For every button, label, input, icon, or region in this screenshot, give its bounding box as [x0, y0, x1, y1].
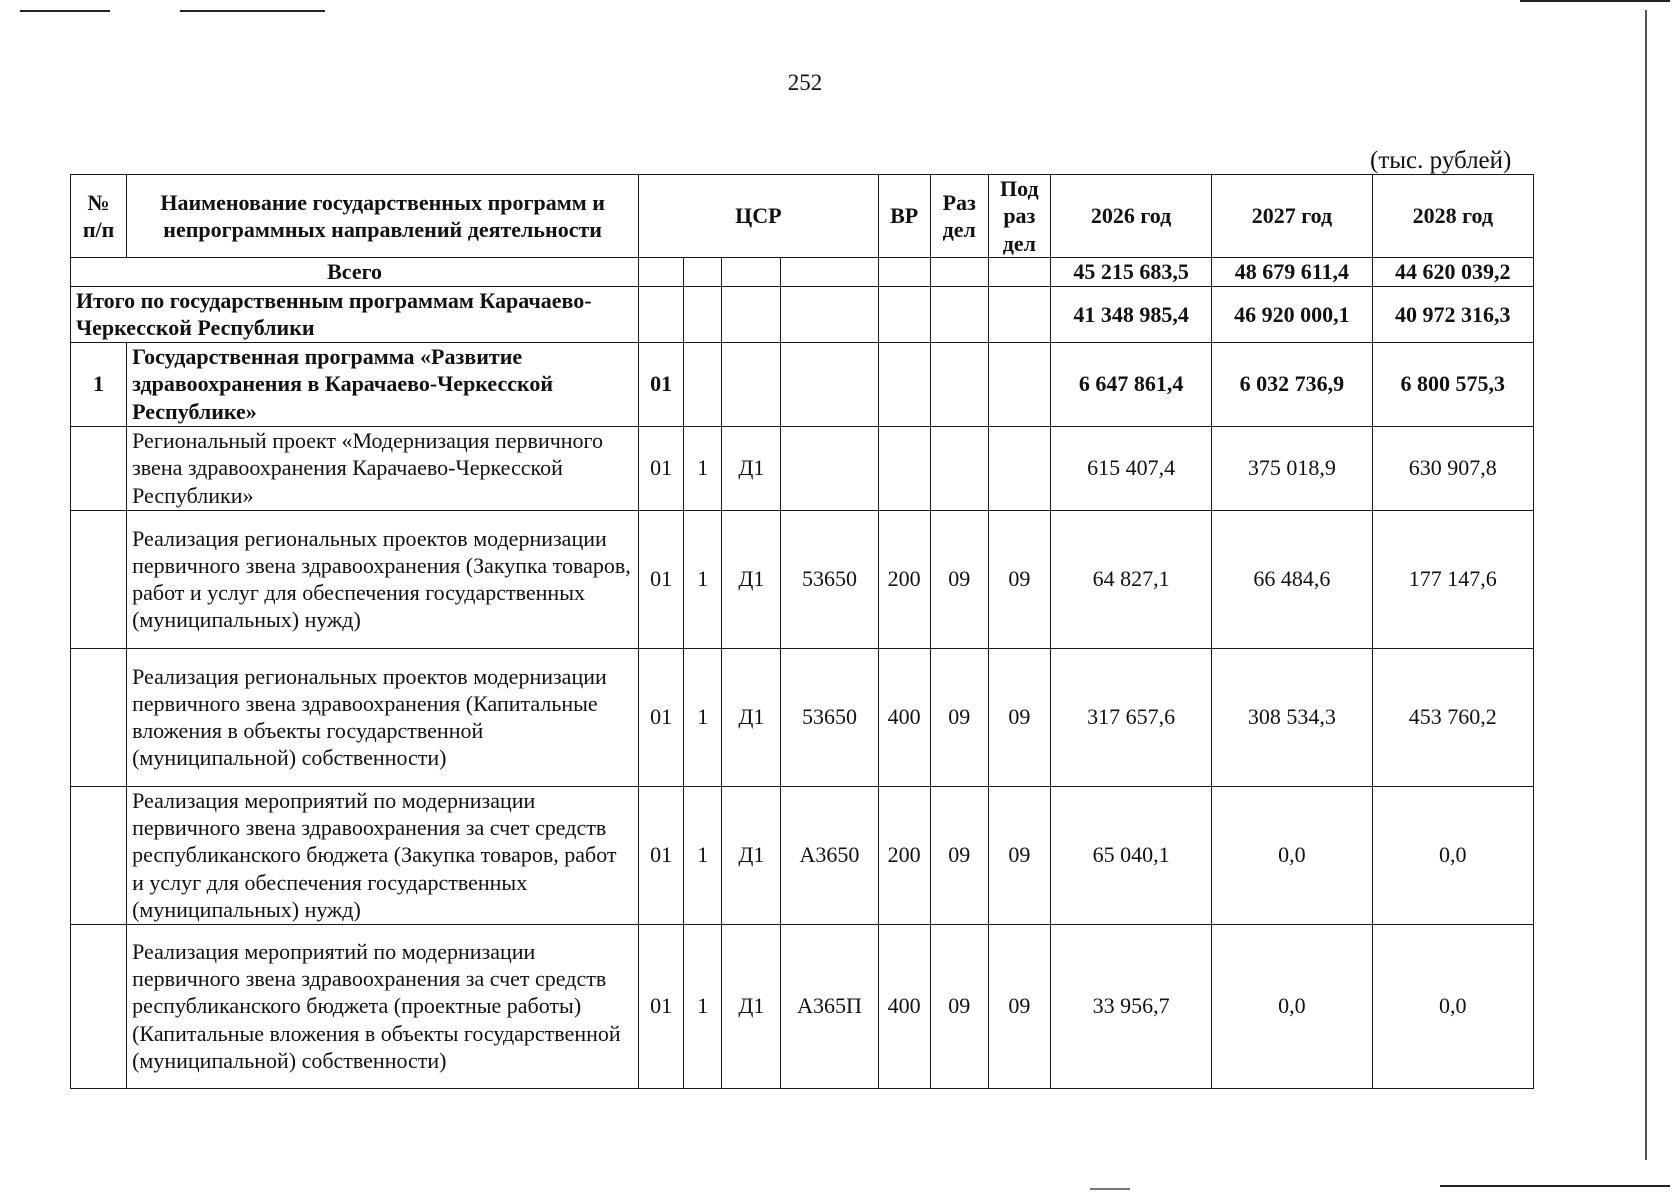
row-csr-direction: 53650: [781, 648, 878, 786]
scan-mark: [1090, 1188, 1130, 1190]
row-2026: 33 956,7: [1050, 924, 1211, 1088]
row-2027: 0,0: [1212, 786, 1372, 924]
row-2026: 615 407,4: [1050, 426, 1211, 510]
row-csr-direction: 53650: [781, 510, 878, 648]
row-num: [71, 426, 127, 510]
table-row: [71, 510, 1534, 648]
row-csr-project: Д1: [722, 786, 781, 924]
table-row: [71, 786, 1534, 924]
scan-mark: [180, 10, 325, 12]
row-2026: 317 657,6: [1050, 648, 1211, 786]
scan-mark: [1440, 1185, 1670, 1187]
itogo-row: [71, 287, 1534, 343]
row-razdel: 09: [930, 924, 988, 1088]
row-csr-program: 01: [639, 786, 684, 924]
total-label: Всего: [71, 258, 639, 287]
budget-table: [70, 174, 1534, 1089]
header-num: № п/п: [71, 175, 127, 258]
total-2028: 44 620 039,2: [1372, 258, 1533, 287]
row-csr-program: 01: [639, 648, 684, 786]
row-csr-type: 1: [684, 510, 722, 648]
page-number: 252: [787, 70, 823, 95]
total-2026: 45 215 683,5: [1050, 258, 1211, 287]
row-name: Государственная программа «Развитие здравоохранения в Карачаево-Черкесской Республике»: [127, 342, 639, 426]
itogo-2027: 46 920 000,1: [1212, 287, 1372, 343]
row-podrazdel: [988, 426, 1050, 510]
row-csr-type: 1: [684, 426, 722, 510]
header-2026: 2026 год: [1050, 175, 1211, 258]
row-csr-project: Д1: [722, 510, 781, 648]
row-razdel: [930, 342, 988, 426]
itogo-2026: 41 348 985,4: [1050, 287, 1211, 343]
row-2028: 453 760,2: [1372, 648, 1533, 786]
row-vr: [878, 342, 930, 426]
scan-mark: [1645, 10, 1647, 1160]
row-num: 1: [71, 342, 127, 426]
row-2027: 308 534,3: [1212, 648, 1372, 786]
row-csr-type: 1: [684, 786, 722, 924]
row-csr-type: 1: [684, 648, 722, 786]
row-csr-project: Д1: [722, 426, 781, 510]
row-name: Реализация мероприятий по модернизации первичного звена здравоохранения за счет средств республиканского бюджета (проектные работы) (Капитальные вложения в объекты государственной (муниципальной) собственности): [127, 924, 639, 1088]
row-razdel: 09: [930, 648, 988, 786]
row-2026: 6 647 861,4: [1050, 342, 1211, 426]
row-razdel: 09: [930, 510, 988, 648]
row-num: [71, 786, 127, 924]
row-2028: 177 147,6: [1372, 510, 1533, 648]
row-podrazdel: 09: [988, 648, 1050, 786]
row-csr-type: 1: [684, 924, 722, 1088]
scan-mark: [20, 10, 110, 12]
row-2028: 0,0: [1372, 924, 1533, 1088]
row-2027: 375 018,9: [1212, 426, 1372, 510]
row-2027: 66 484,6: [1212, 510, 1372, 648]
row-podrazdel: 09: [988, 924, 1050, 1088]
row-name: Региональный проект «Модернизация первичного звена здравоохранения Карачаево-Черкесской Республики»: [127, 426, 639, 510]
header-vr: ВР: [878, 175, 930, 258]
row-csr-type: [684, 342, 722, 426]
row-csr-direction: А365П: [781, 924, 878, 1088]
row-csr-program: 01: [639, 510, 684, 648]
table-header-row: [71, 175, 1534, 258]
header-razdel: Раз дел: [930, 175, 988, 258]
row-name: Реализация региональных проектов модернизации первичного звена здравоохранения (Капитальные вложения в объекты государственной (муниципальной) собственности): [127, 648, 639, 786]
row-razdel: 09: [930, 786, 988, 924]
row-2027: 0,0: [1212, 924, 1372, 1088]
row-vr: 200: [878, 786, 930, 924]
row-razdel: [930, 426, 988, 510]
header-2027: 2027 год: [1212, 175, 1372, 258]
header-csr: ЦСР: [639, 175, 878, 258]
row-name: Реализация мероприятий по модернизации первичного звена здравоохранения за счет средств республиканского бюджета (Закупка товаров, работ и услуг для обеспечения государственных (муниципальных) нужд): [127, 786, 639, 924]
total-row: [71, 258, 1534, 287]
table-row: [71, 924, 1534, 1088]
row-2026: 64 827,1: [1050, 510, 1211, 648]
row-2028: 630 907,8: [1372, 426, 1533, 510]
row-num: [71, 510, 127, 648]
row-2026: 65 040,1: [1050, 786, 1211, 924]
table-row: [71, 426, 1534, 510]
row-podrazdel: 09: [988, 510, 1050, 648]
row-csr-project: [722, 342, 781, 426]
row-2028: 0,0: [1372, 786, 1533, 924]
table-row: [71, 342, 1534, 426]
row-vr: 400: [878, 648, 930, 786]
header-2028: 2028 год: [1372, 175, 1533, 258]
row-csr-program: 01: [639, 426, 684, 510]
header-podrazdel: Под раз дел: [988, 175, 1050, 258]
row-2027: 6 032 736,9: [1212, 342, 1372, 426]
units-label: (тыс. рублей): [1370, 147, 1512, 174]
row-csr-program: 01: [639, 342, 684, 426]
itogo-label: Итого по государственным программам Карачаево-Черкесской Республики: [71, 287, 639, 343]
scan-mark: [1520, 0, 1670, 2]
table-row: [71, 648, 1534, 786]
row-csr-program: 01: [639, 924, 684, 1088]
row-vr: [878, 426, 930, 510]
row-csr-direction: [781, 426, 878, 510]
row-csr-direction: А3650: [781, 786, 878, 924]
header-name: Наименование государственных программ и непрограммных направлений деятельности: [127, 175, 639, 258]
row-csr-project: Д1: [722, 924, 781, 1088]
row-podrazdel: [988, 342, 1050, 426]
row-csr-project: Д1: [722, 648, 781, 786]
row-2028: 6 800 575,3: [1372, 342, 1533, 426]
row-csr-direction: [781, 342, 878, 426]
row-vr: 400: [878, 924, 930, 1088]
itogo-2028: 40 972 316,3: [1372, 287, 1533, 343]
row-num: [71, 648, 127, 786]
total-2027: 48 679 611,4: [1212, 258, 1372, 287]
row-name: Реализация региональных проектов модернизации первичного звена здравоохранения (Закупка товаров, работ и услуг для обеспечения государственных (муниципальных) нужд): [127, 510, 639, 648]
row-vr: 200: [878, 510, 930, 648]
row-podrazdel: 09: [988, 786, 1050, 924]
row-num: [71, 924, 127, 1088]
